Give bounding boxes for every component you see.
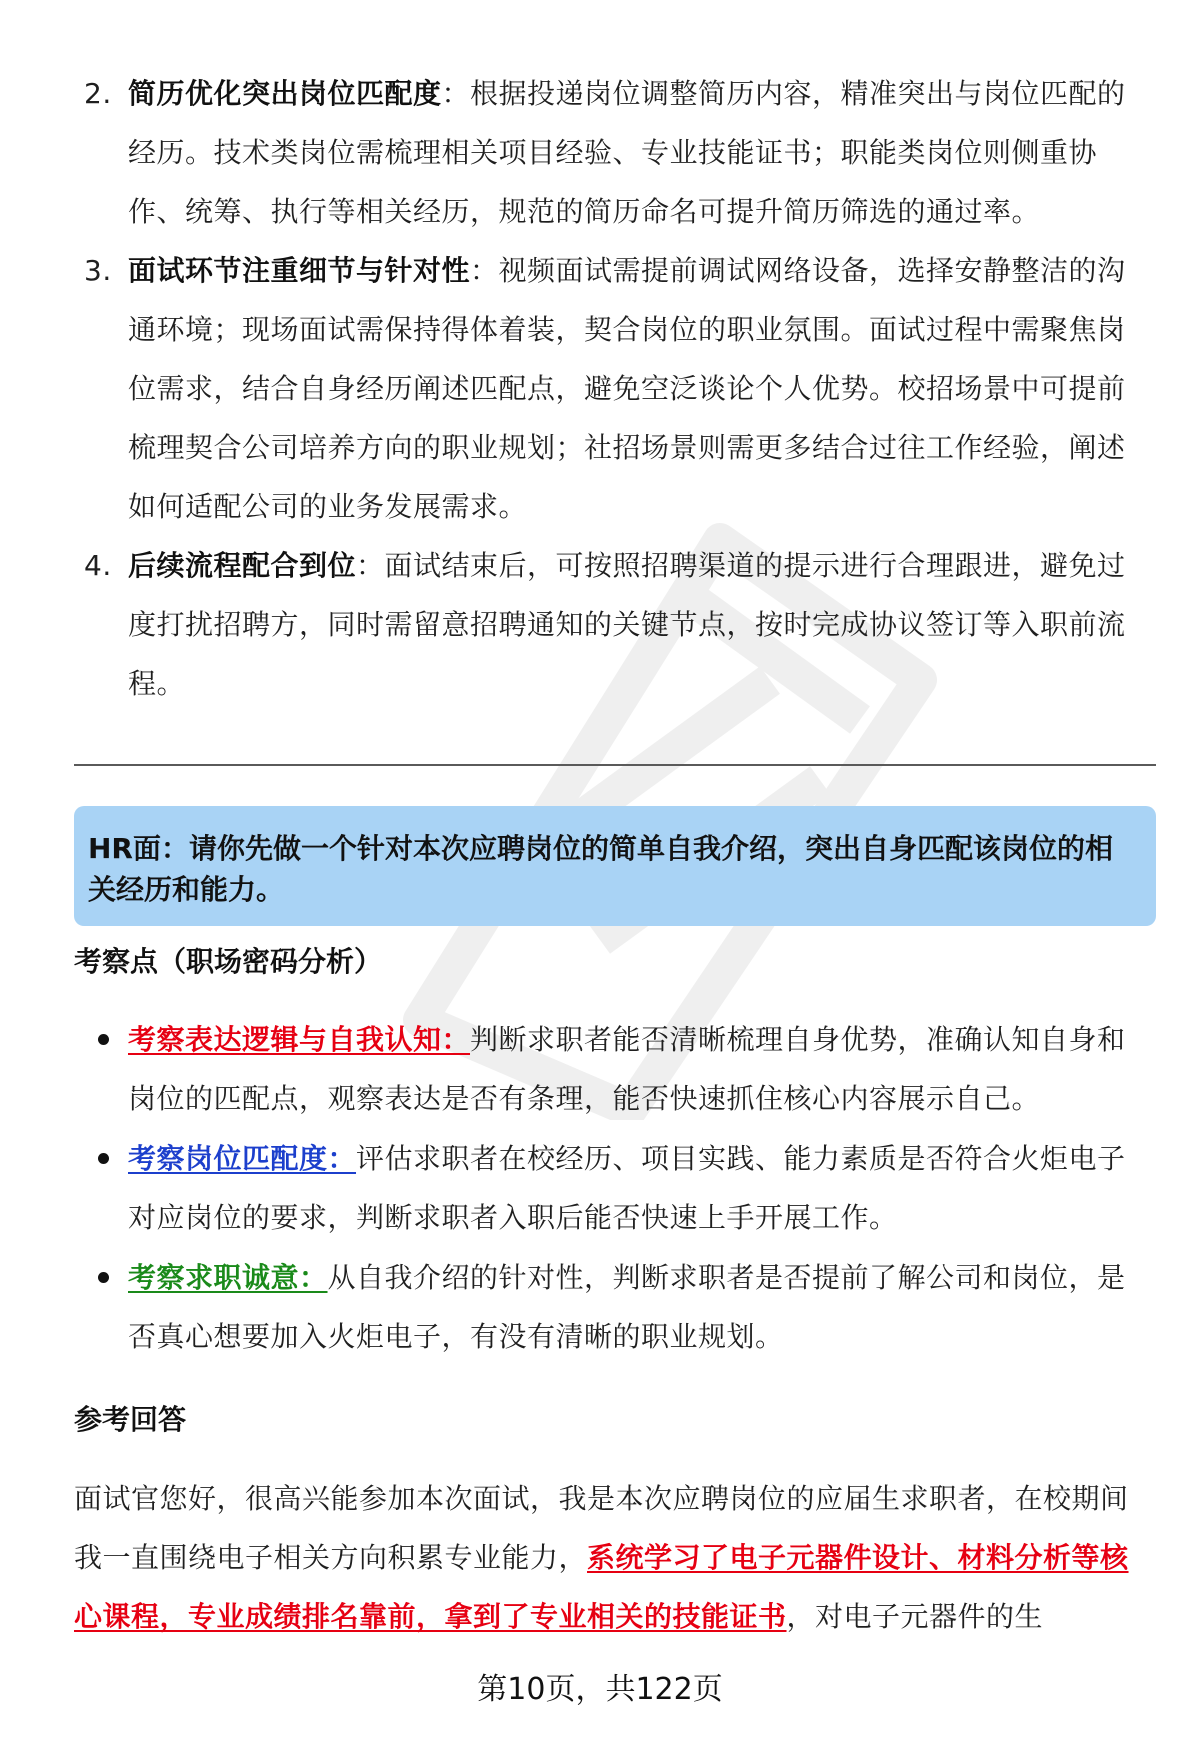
assessment-point bbox=[74, 1010, 1140, 1128]
bullet-icon bbox=[98, 1034, 109, 1045]
assessment-point-text: 从自我介绍的针对性，判断求职者是否提前了解公司和岗位，是否真心想要加入火炬电子，有没有清晰的职业规划。 bbox=[128, 1261, 1126, 1353]
tip-title: 面试环节注重细节与针对性 bbox=[128, 254, 471, 287]
assessment-point-text: 判断求职者能否清晰梳理自身优势，准确认知自身和岗位的匹配点，观察表达是否有条理，能否快速抓住核心内容展示自己。 bbox=[128, 1023, 1126, 1115]
tip-number: 2. bbox=[84, 77, 112, 110]
tip-title: 简历优化突出岗位匹配度 bbox=[128, 77, 442, 110]
tip-item bbox=[74, 64, 1140, 241]
tip-title: 后续流程配合到位 bbox=[128, 549, 357, 582]
bullet-icon bbox=[98, 1153, 109, 1164]
section-divider bbox=[74, 764, 1156, 766]
assessment-point bbox=[74, 1129, 1140, 1247]
assessment-heading: 考察点（职场密码分析） bbox=[74, 945, 383, 978]
answer-highlight: 系统学习了电子元器件设计、材料分析等核心课程，专业成绩排名靠前，拿到了专业相关的技能证书 bbox=[74, 1541, 1129, 1633]
page-number-footer: 第10页，共122页 bbox=[477, 1672, 723, 1707]
tip-item bbox=[74, 536, 1140, 713]
tip-item bbox=[74, 241, 1140, 536]
reference-answer-heading: 参考回答 bbox=[74, 1403, 187, 1436]
hr-question-box bbox=[74, 806, 1156, 926]
assessment-point-label: 考察岗位匹配度： bbox=[128, 1142, 357, 1175]
hr-question-text: HR面：请你先做一个针对本次应聘岗位的简单自我介绍，突出自身匹配该岗位的相关经历和能力。 bbox=[88, 832, 1113, 906]
tip-text: ：视频面试需提前调试网络设备，选择安静整洁的沟通环境；现场面试需保持得体着装，契合岗位的职业氛围。面试过程中需聚焦岗位需求，结合自身经历阐述匹配点，避免空泛谈论个人优势。校招场景中可提前梳理契合公司培养方向的职业规划；社招场景则需更多结合过往工作经验，阐述如何适配公司的业务发展需求。 bbox=[128, 254, 1126, 523]
answer-part: ，对电子元器件的生 bbox=[786, 1600, 1044, 1633]
bullet-icon bbox=[98, 1272, 109, 1283]
answer-part: 面试官您好，很高兴能参加本次面试，我是本次应聘岗位的应届生求职者，在校期间我一直围绕电子相关方向积累专业能力， bbox=[74, 1482, 1129, 1574]
assessment-points-list bbox=[74, 1010, 1140, 1367]
tip-text: ：面试结束后，可按照招聘渠道的提示进行合理跟进，避免过度打扰招聘方，同时需留意招聘通知的关键节点，按时完成协议签订等入职前流程。 bbox=[128, 549, 1126, 700]
reference-answer-text bbox=[74, 1469, 1156, 1646]
tips-list bbox=[74, 64, 1140, 713]
assessment-point-label: 考察表达逻辑与自我认知： bbox=[128, 1023, 471, 1056]
tip-number: 4. bbox=[84, 549, 112, 582]
assessment-point-text: 评估求职者在校经历、项目实践、能力素质是否符合火炬电子对应岗位的要求，判断求职者入职后能否快速上手开展工作。 bbox=[128, 1142, 1126, 1234]
tip-number: 3. bbox=[84, 254, 112, 287]
tip-text: ：根据投递岗位调整简历内容，精准突出与岗位匹配的经历。技术类岗位需梳理相关项目经验、专业技能证书；职能类岗位则侧重协作、统筹、执行等相关经历，规范的简历命名可提升简历筛选的通过率。 bbox=[128, 77, 1126, 228]
assessment-point-label: 考察求职诚意： bbox=[128, 1261, 328, 1294]
assessment-point bbox=[74, 1248, 1140, 1366]
